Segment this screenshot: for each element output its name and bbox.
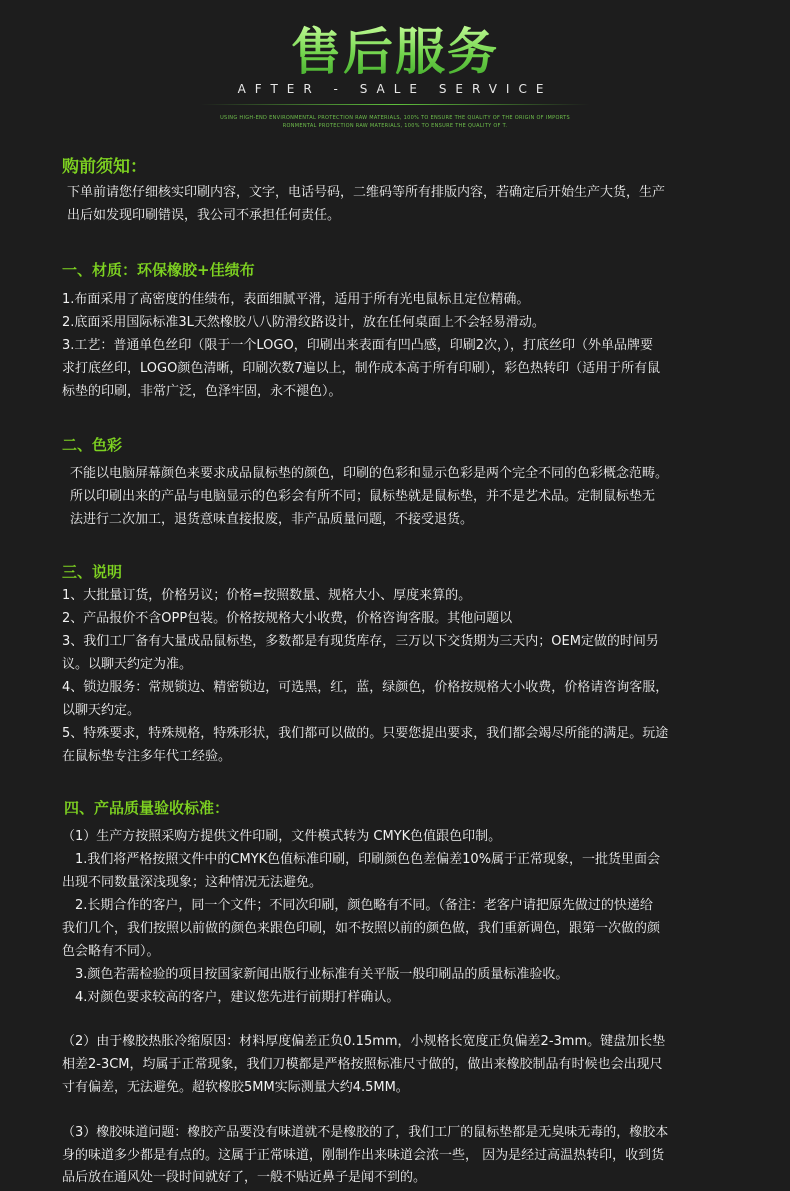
explain-line-6: 以聊天约定。 [62,703,141,718]
explain-line-8: 在鼠标垫专注多年代工经验。 [62,749,232,764]
quality-p1-line-3: 出现不同数量深浅现象；这种情况无法避免。 [62,875,323,890]
page-subtitle: AFTER - SALE SERVICE [237,82,553,96]
material-line-4: 求打底丝印，LOGO颜色清晰，印刷次数7遍以上，制作成本高于所有印刷），彩色热转印（适用于所有鼠 [62,361,661,376]
notice-line-1: 下单前请您仔细核实印刷内容，文字，电话号码，二维码等所有排版内容，若确定后开始生产大货，生产 [67,185,666,200]
quality-p1-line-8: 4.对颜色要求较高的客户，建议您先进行前期打样确认。 [62,990,400,1005]
page-title: 售后服务 [0,22,790,82]
section-heading-explain: 三、说明 [62,563,123,581]
tagline-2: RONMENTAL PROTECTION RAW MATERIALS, 100% TO ENSURE THE QUALITY OF T. [282,123,508,129]
quality-p2-line-3: 寸有偏差，无法避免。超软橡胶5MM实际测量大约4.5MM。 [62,1080,409,1095]
quality-p2-line-1: （2）由于橡胶热胀冷缩原因：材料厚度偏差正负0.15mm，小规格长宽度正负偏差2-3mm。键盘加长垫 [62,1034,666,1049]
material-line-1: 1.布面采用了高密度的佳绩布，表面细腻平滑，适用于所有光电鼠标且定位精确。 [62,292,530,307]
explain-line-4: 议。以聊天约定为准。 [62,657,193,672]
quality-p3-line-2: 身的味道多少都是有点的。这属于正常味道，刚制作出来味道会浓一些， 因为是经过高温热转印，收到货 [62,1148,665,1163]
explain-line-7: 5、特殊要求，特殊规格，特殊形状，我们都可以做的。只要您提出要求，我们都会竭尽所能的满足。玩途 [62,726,669,741]
explain-line-5: 4、锁边服务：常规锁边、精密锁边，可选黑，红，蓝，绿颜色，价格按规格大小收费，价格请咨询客服， [62,680,669,695]
section-heading-color: 二、色彩 [62,436,123,454]
section-heading-material: 一、材质：环保橡胶+佳绩布 [62,261,255,279]
explain-line-2: 2、产品报价不含OPP包装。价格按规格大小收费，价格咨询客服。其他问题以 [62,611,513,626]
section-heading-quality: 四、产品质量验收标准： [64,799,230,817]
explain-line-1: 1、大批量订货，价格另议；价格=按照数量、规格大小、厚度来算的。 [62,588,472,603]
notice-line-2: 出后如发现印刷错误，我公司不承担任何责任。 [67,208,341,223]
color-line-2: 所以印刷出来的产品与电脑显示的色彩会有所不同；鼠标垫就是鼠标垫，并不是艺术品。定制鼠标垫无 [70,489,656,504]
quality-p3-line-1: （3）橡胶味道问题：橡胶产品要没有味道就不是橡胶的了，我们工厂的鼠标垫都是无臭味无毒的，橡胶本 [62,1125,669,1140]
quality-p1-line-6: 色会略有不同）。 [62,944,160,959]
quality-p1-line-7: 3.颜色若需检验的项目按国家新闻出版行业标准有关平版一般印刷品的质量标准验收。 [62,967,569,982]
material-line-5: 标垫的印刷，非常广泛，色泽牢固，永不褪色）。 [62,384,342,399]
material-line-2: 2.底面采用国际标准3L天然橡胶八八防滑纹路设计，放在任何桌面上不会轻易滑动。 [62,315,545,330]
material-line-3: 3.工艺：普通单色丝印（限于一个LOGO，印刷出来表面有凹凸感，印刷2次，），打底丝印（外单品牌要 [62,338,653,353]
explain-line-3: 3、我们工厂备有大量成品鼠标垫，多数都是有现货库存，三万以下交货期为三天内；OEM定做的时间另 [62,634,659,649]
header [0,0,790,140]
color-line-3: 法进行二次加工，退货意味直接报废，非产品质量问题，不接受退货。 [70,512,474,527]
quality-p1-line-1: （1）生产方按照采购方提供文件印刷，文件模式转为 CMYK色值跟色印制。 [62,829,502,844]
title-divider [200,104,590,105]
quality-p1-line-4: 2.长期合作的客户，同一个文件；不同次印刷，颜色略有不同。（备注：老客户请把原先做过的快递给 [62,898,653,913]
color-line-1: 不能以电脑屏幕颜色来要求成品鼠标垫的颜色，印刷的色彩和显示色彩是两个完全不同的色彩概念范畴。 [70,466,669,481]
section-heading-notice: 购前须知： [62,157,147,177]
quality-p1-line-5: 我们几个，我们按照以前做的颜色来跟色印刷，如不按照以前的颜色做，我们重新调色，跟第一次做的颜 [62,921,661,936]
quality-p2-line-2: 相差2-3CM，均属于正常现象，我们刀模都是严格按照标准尺寸做的，做出来橡胶制品有时候也会出现尺 [62,1057,663,1072]
tagline-1: USING HIGH-END ENVIRONMENTAL PROTECTION RAW MATERIALS, 100% TO ENSURE THE QUALITY OF THE ORIGIN OF IMPORTS [220,115,570,121]
quality-p3-line-3: 品后放在通风处一段时间就好了，一般不贴近鼻子是闻不到的。 [62,1170,427,1185]
quality-p1-line-2: 1.我们将严格按照文件中的CMYK色值标准印刷，印刷颜色色差偏差10%属于正常现象，一批货里面会 [62,852,661,867]
